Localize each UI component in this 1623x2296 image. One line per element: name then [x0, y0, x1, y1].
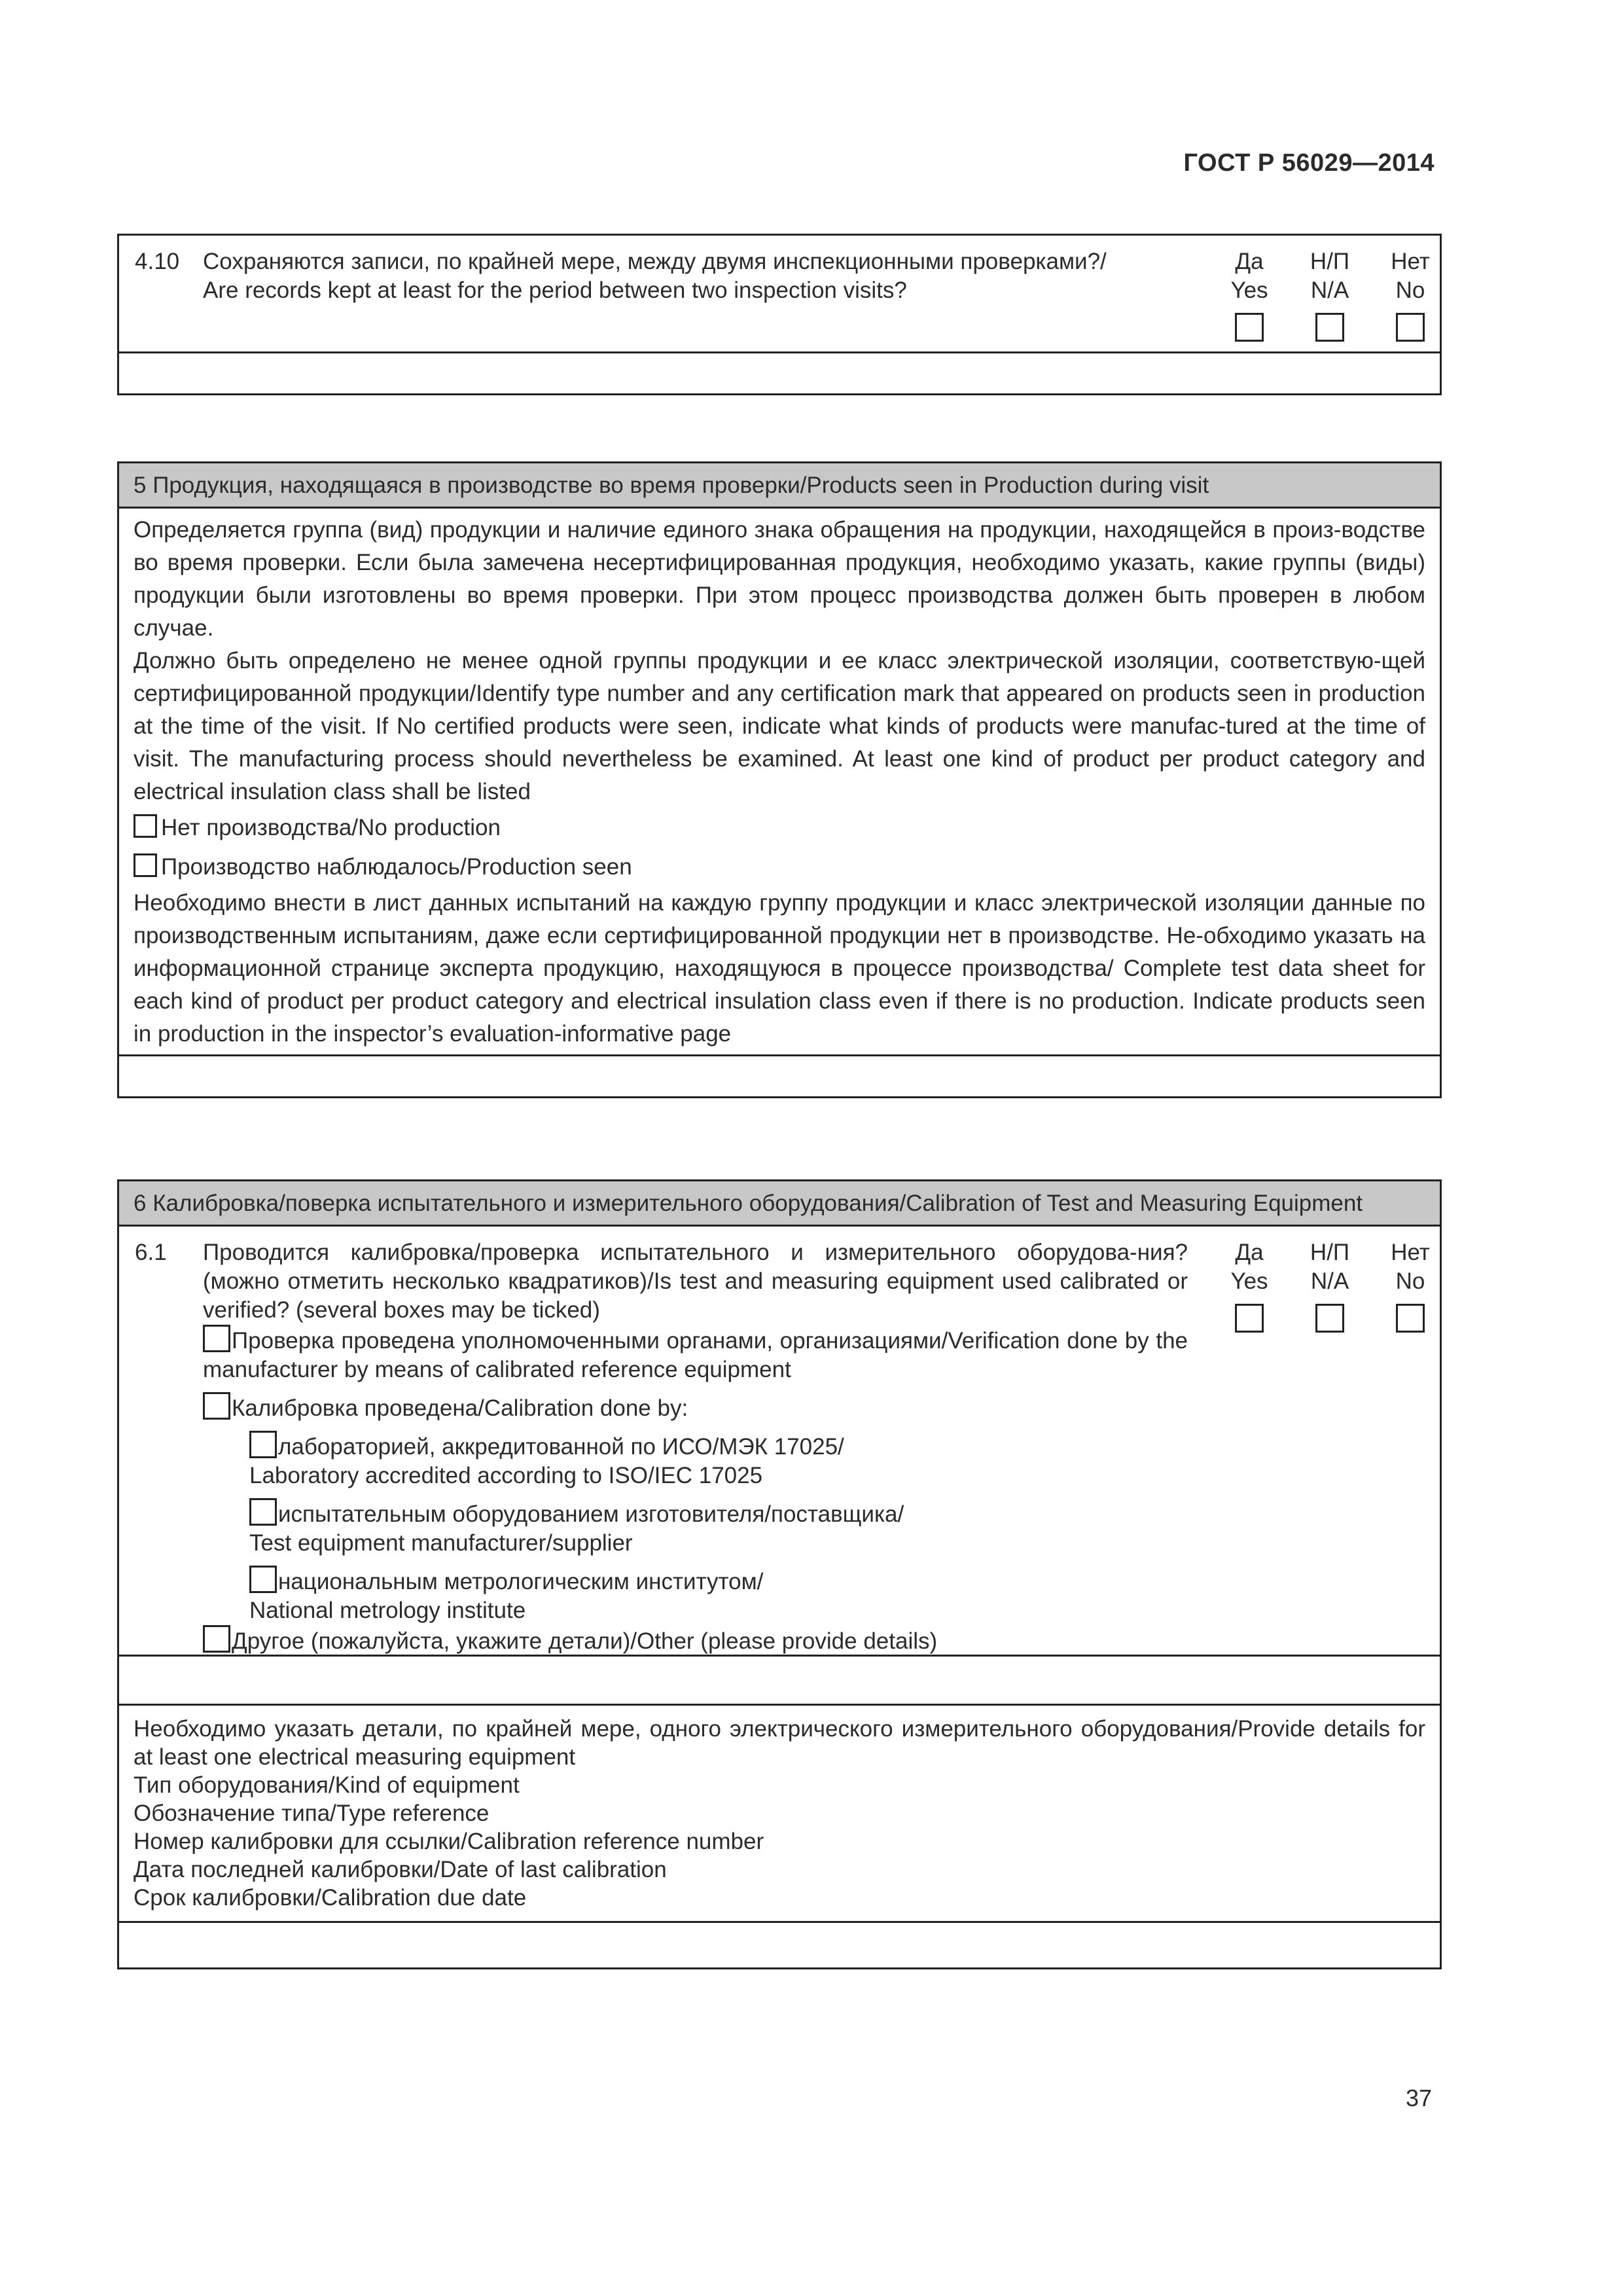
- option-accredited-lab[interactable]: [249, 1431, 1315, 1490]
- option-other[interactable]: [203, 1625, 1315, 1656]
- answer-yes-label-en: Yes: [1230, 278, 1268, 303]
- calibration-label: Калибровка проведена/Calibration done by:: [232, 1395, 688, 1421]
- answer-na-label-en: N/A: [1310, 1268, 1349, 1294]
- answer-yes-label-ru: Да: [1235, 1240, 1264, 1265]
- option-production-seen[interactable]: [134, 848, 1425, 887]
- metrology-institute-checkbox[interactable]: [249, 1566, 277, 1593]
- option-verification[interactable]: [203, 1325, 1188, 1384]
- question-4-10-row: [119, 236, 1440, 353]
- answer-na: [1294, 247, 1366, 346]
- answer-yes: [1213, 1238, 1285, 1337]
- answer-na-label-ru: Н/П: [1310, 249, 1350, 274]
- question-number: 4.10: [135, 249, 180, 274]
- answer-yes-checkbox[interactable]: [1235, 313, 1264, 342]
- answer-no-checkbox[interactable]: [1396, 1304, 1425, 1333]
- question-number: 6.1: [135, 1240, 167, 1265]
- comment-row[interactable]: [119, 1657, 1440, 1706]
- answer-yes: [1213, 247, 1285, 346]
- no-production-checkbox[interactable]: [134, 814, 157, 838]
- calibration-checkbox[interactable]: [203, 1392, 230, 1420]
- other-label: Другое (пожалуйста, укажите детали)/Other (please provide details): [232, 1628, 938, 1654]
- details-intro: Необходимо указать детали, по крайней мере, одного электрического измерительного оборудования/Provide details for at least one electrical measuring equipment: [134, 1716, 1425, 1770]
- answer-no-label-en: No: [1395, 278, 1425, 303]
- production-seen-label: Производство наблюдалось/Production seen: [161, 854, 632, 880]
- answer-yes-label-ru: Да: [1235, 249, 1264, 274]
- question-6-1-row: [119, 1227, 1440, 1657]
- answer-no-label-ru: Нет: [1391, 249, 1430, 274]
- section-6-box: [117, 1179, 1442, 1969]
- standard-designation: ГОСТ Р 56029—2014: [1183, 149, 1435, 177]
- question-text: Проводится калибровка/проверка испытательного и измерительного оборудова-ния? (можно отметить несколько квадратиков)/Is test and measuring equipment used calibrated or verified? (several boxes may be ticked): [203, 1240, 1188, 1323]
- answer-no: [1374, 1238, 1446, 1337]
- option-metrology-institute[interactable]: [249, 1566, 1315, 1625]
- details-type-reference: Обозначение типа/Type reference: [134, 1801, 490, 1826]
- answer-no-label-ru: Нет: [1391, 1240, 1430, 1265]
- answer-na-label-ru: Н/П: [1310, 1240, 1350, 1265]
- answer-no-label-en: No: [1395, 1268, 1425, 1294]
- answer-no-checkbox[interactable]: [1396, 313, 1425, 342]
- answer-na-label-en: N/A: [1310, 278, 1349, 303]
- answer-na-checkbox[interactable]: [1315, 313, 1344, 342]
- question-4-10-box: [117, 234, 1442, 395]
- comment-row[interactable]: [119, 1056, 1440, 1096]
- answer-na-checkbox[interactable]: [1315, 1304, 1344, 1333]
- section-5-paragraph-2: Должно быть определено не менее одной группы продукции и ее класс электрической изоляции, соответствую-щей сертифицированной продукции/Identify type number and any certification mark that appeared on products seen in production at the time of the visit. If No certified products were seen, indicate what kinds of products were manufac-tured at the time of visit. The manufacturing process should nevertheless be examined. At least one kind of product per product category and electrical insulation class shall be listed: [134, 648, 1425, 804]
- manufacturer-checkbox[interactable]: [249, 1498, 277, 1526]
- question-text-en: Are records kept at least for the period between two inspection visits?: [203, 278, 907, 303]
- question-6-1-content: [203, 1227, 1315, 1656]
- production-seen-checkbox[interactable]: [134, 853, 157, 877]
- manufacturer-label-ru: испытательным оборудованием изготовителя/поставщика/: [278, 1501, 904, 1527]
- comment-row[interactable]: [119, 353, 1440, 393]
- section-5-paragraph-3: Необходимо внести в лист данных испытаний на каждую группу продукции и класс электрической изоляции данные по производственным испытаниям, даже если сертифицированной продукции нет в производстве. Не-обходимо указать на информационной странице эксперта продукцию, находящуюся в процессе производства/ Complete test data sheet for each kind of product per product category and electrical insulation class even if there is no production. Indicate products seen in production in the inspector’s evaluation-informative page: [134, 890, 1425, 1047]
- details-last-calibration: Дата последней калибровки/Date of last calibration: [134, 1857, 667, 1882]
- answer-no: [1374, 247, 1446, 346]
- section-5-paragraph-1: Определяется группа (вид) продукции и наличие единого знака обращения на продукции, находящейся в произ-водстве во время проверки. Если была замечена несертифицированная продукция, необходимо указать, какие группы (виды) продукции были изготовлены во время проверки. При этом процесс производства должен быть проверен в любом случае.: [134, 517, 1425, 641]
- details-due-date: Срок калибровки/Calibration due date: [134, 1885, 527, 1910]
- section-5-title: 5 Продукция, находящаяся в производстве во время проверки/Products seen in Production during visit: [119, 463, 1440, 509]
- section-5-box: [117, 461, 1442, 1098]
- comment-row[interactable]: [119, 1923, 1440, 1967]
- section-5-body: [119, 509, 1440, 1056]
- answer-yes-checkbox[interactable]: [1235, 1304, 1264, 1333]
- option-no-production[interactable]: [134, 808, 1425, 848]
- accredited-lab-checkbox[interactable]: [249, 1431, 277, 1458]
- page-number: 37: [1405, 2085, 1432, 2111]
- answer-yes-label-en: Yes: [1230, 1268, 1268, 1294]
- option-calibration[interactable]: [203, 1392, 1315, 1423]
- metrology-institute-label-en: National metrology institute: [249, 1598, 526, 1623]
- manufacturer-label-en: Test equipment manufacturer/supplier: [249, 1530, 633, 1556]
- accredited-lab-label-en: Laboratory accredited according to ISO/IEC 17025: [249, 1463, 763, 1488]
- section-6-title: 6 Калибровка/поверка испытательного и измерительного оборудования/Calibration of Test and Measuring Equipment: [119, 1181, 1440, 1227]
- details-kind: Тип оборудования/Kind of equipment: [134, 1772, 520, 1798]
- question-text-ru: Сохраняются записи, по крайней мере, между двумя инспекционными проверками?/: [203, 249, 1107, 274]
- other-checkbox[interactable]: [203, 1625, 230, 1653]
- equipment-details: [119, 1706, 1440, 1923]
- verification-label: Проверка проведена уполномоченными органами, организациями/Verification done by the manufacturer by means of calibrated reference equipment: [203, 1328, 1188, 1382]
- question-text: [203, 236, 1188, 305]
- option-manufacturer[interactable]: [249, 1498, 1315, 1558]
- verification-checkbox[interactable]: [203, 1325, 230, 1352]
- answer-na: [1294, 1238, 1366, 1337]
- metrology-institute-label-ru: национальным метрологическим институтом/: [278, 1569, 764, 1594]
- details-calibration-reference: Номер калибровки для ссылки/Calibration reference number: [134, 1829, 764, 1854]
- accredited-lab-label-ru: лабораторией, аккредитованной по ИСО/МЭК 17025/: [278, 1434, 844, 1460]
- no-production-label: Нет производства/No production: [161, 815, 501, 840]
